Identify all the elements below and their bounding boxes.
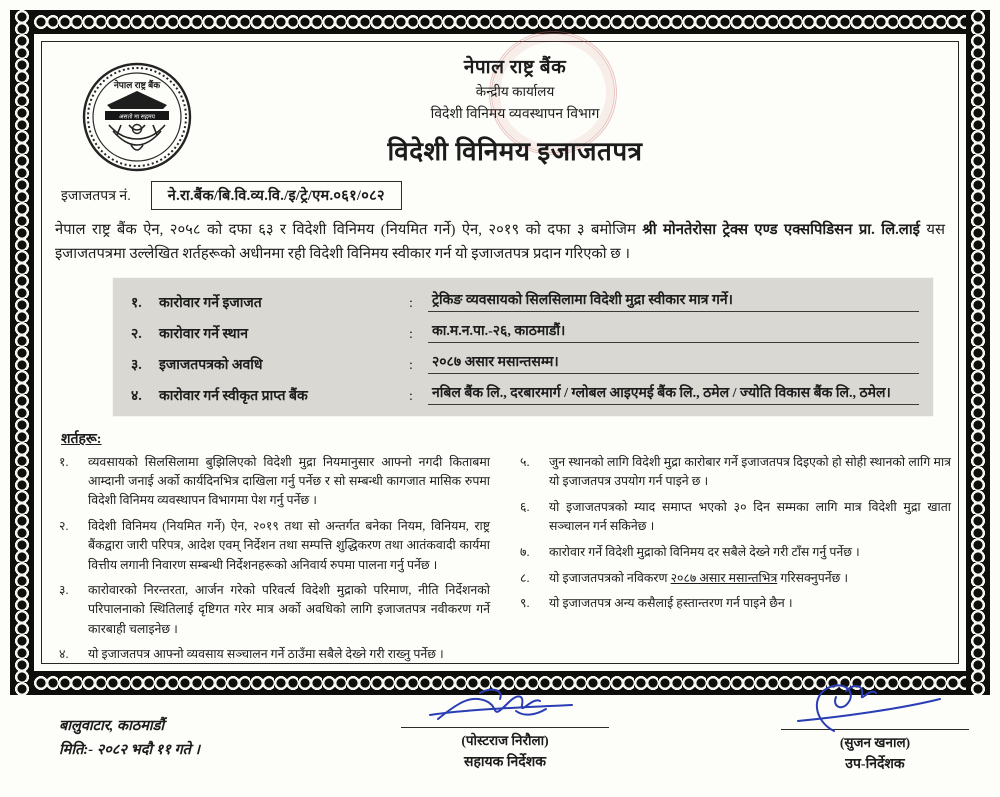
term-text: जुन स्थानको लागि विदेशी मुद्रा कारोबार गर्ने इजाजतपत्र दिइएको हो सोही स्थानको लागि मात्र यो इजाजतपत्र उपयोग गर्न पाइने छ । xyxy=(549,454,951,489)
term-item xyxy=(506,498,951,536)
term-text: यो इजाजतपत्र अन्य कसैलाई हस्तान्तरण गर्न पाइने छैन । xyxy=(549,596,793,611)
row-separator: : xyxy=(409,327,413,343)
signature-block-deputy-director xyxy=(775,677,975,773)
svg-text:नेपाल राष्ट्र बैंक: नेपाल राष्ट्र बैंक xyxy=(113,80,161,90)
terms-heading: शर्तहरू: xyxy=(61,431,102,447)
term-number: ३. xyxy=(59,583,69,598)
license-number-label: इजाजतपत्र नं. xyxy=(61,189,131,204)
term-item xyxy=(506,594,951,613)
term-number: ४. xyxy=(59,647,69,662)
central-office-line: केन्द्रीय कार्यालय xyxy=(475,84,555,99)
row-value: का.म.न.पा.-२६, काठमाडौं। xyxy=(428,321,919,343)
term-number: ६. xyxy=(520,499,530,514)
row-number: २. xyxy=(131,327,142,343)
row-separator: : xyxy=(409,296,413,312)
border-ornament-top xyxy=(10,10,990,34)
row-value: २०८७ असार मसान्तसम्म। xyxy=(428,352,919,374)
row-label: कारोवार गर्ने स्थान xyxy=(159,327,249,343)
document-footer xyxy=(43,697,957,797)
row-label: इजाजतपत्रको अवधि xyxy=(159,358,263,374)
row-value: ट्रेकिङ व्यवसायको सिलसिलामा विदेशी मुद्रा स्वीकार मात्र गर्ने। xyxy=(428,290,919,312)
issue-place: बालुवाटार, काठमाडौं xyxy=(59,718,165,735)
term-text: विदेशी विनिमय (नियमित गर्ने) ऐन, २०१९ तथा सो अन्तर्गत बनेका नियम, विनियम, राष्ट्र बैंकद्वारा जारी परिपत्र, आदेश एवम् निर्देशन तथा सम्पत्ति शुद्धिकरण तथा आतंकवादी कार्यमा वित्तीय लगानी निवारण सम्बन्धी निर्देशनहरूको अनिवार्य रुपमा पालना गर्नु पर्नेछ । xyxy=(88,519,490,572)
term-text: कारोवारको निरन्तरता, आर्जन गरेको परिवर्त्य विदेशी मुद्राको परिमाण, नीति निर्देशनको परिपालनाको स्थितिलाई दृष्टिगत गरेर मात्र अर्को अवधिको लागि इजाजतपत्र नवीकरण गर्ने कारबाही चलाइनेछ । xyxy=(88,583,490,636)
term-number: ७. xyxy=(520,544,530,559)
grant-paragraph-post: यस इजाजतपत्रमा उल्लेखित शर्तहरूको अधीनमा रही विदेशी विनिमय स्वीकार गर्न यो इजाजतपत्र प्रदान गरिएको छ । xyxy=(55,222,945,262)
term-item xyxy=(45,645,490,664)
department-line: विदेशी विनिमय व्यवस्थापन विभाग xyxy=(430,107,600,122)
term-text: कारोवार गर्ने विदेशी मुद्राको विनिमय दर सबैले देख्ने गरी टाँस गर्नु पर्नेछ । xyxy=(549,544,860,559)
term-text: यो इजाजतपत्रको म्याद समाप्त भएको ३० दिन सम्मका लागि मात्र विदेशी मुद्रा खाता सञ्चालन गर्न सकिनेछ । xyxy=(549,499,951,534)
bank-name: नेपाल राष्ट्र बैंक xyxy=(463,57,567,78)
term-number: १. xyxy=(59,454,69,469)
row-label: कारोवार गर्न स्वीकृत प्राप्त बैंक xyxy=(159,389,308,405)
table-row xyxy=(113,379,933,410)
row-separator: : xyxy=(409,358,413,374)
table-row xyxy=(113,317,933,348)
svg-text:असतो मा सद्गमय: असतो मा सद्गमय xyxy=(118,114,156,121)
signature-line xyxy=(781,729,969,730)
terms-column-left xyxy=(45,453,490,671)
terms-column-right xyxy=(506,453,951,671)
signatory-name: (सुजन खनाल) xyxy=(839,735,911,751)
term-number: ९. xyxy=(520,596,530,611)
page-title: विदेशी विनिमय इजाजतपत्र xyxy=(387,137,643,166)
term-item xyxy=(506,569,951,588)
row-label: कारोवार गर्ने इजाजत xyxy=(159,296,262,312)
grant-paragraph xyxy=(55,219,945,267)
signatory-title: उप-निर्देशक xyxy=(845,757,905,773)
border-ornament-left xyxy=(10,10,34,695)
license-details-table xyxy=(113,278,933,416)
grant-paragraph-pre: नेपाल राष्ट्र बैंक ऐन, २०५८ को दफा ६३ र विदेशी विनिमय (नियमित गर्ने) ऐन, २०१९ को दफा ३ बमोजिम xyxy=(55,222,643,238)
term-text: यो इजाजतपत्र आफ्नो व्यवसाय सञ्चालन गर्ने ठाउँमा सबैले देख्ने गरी राख्नु पर्नेछ । xyxy=(88,647,444,662)
row-number: १. xyxy=(131,296,142,312)
row-number: ४. xyxy=(131,389,142,405)
term-item xyxy=(45,517,490,575)
table-row xyxy=(113,286,933,317)
terms-section xyxy=(45,453,951,671)
document-header xyxy=(73,53,957,168)
signatory-title: सहायक निर्देशक xyxy=(464,755,546,771)
term-number: ८. xyxy=(520,570,530,585)
signature-block-assistant-director xyxy=(395,681,615,771)
place-and-date xyxy=(59,715,200,763)
term-item xyxy=(45,453,490,511)
term-number: ५. xyxy=(520,454,530,469)
signatory-name: (पोस्टराज निरौला) xyxy=(461,733,549,749)
license-number-value: ने.रा.बैंक/बि.वि.व्य.वि./इ/ट्रे/एम.०६१/०८२ xyxy=(151,181,402,210)
signature-line xyxy=(401,727,609,728)
row-separator: : xyxy=(409,389,413,405)
row-value: नबिल बैंक लि., दरबारमार्ग / ग्लोबल आइएमई बैंक लि., ठमेल / ज्योति विकास बैंक लि., ठमेल। xyxy=(428,383,919,405)
term-text: यो इजाजतपत्रको नविकरण २०८७ असार मसान्तभित्र गरिसक्नुपर्नेछ । xyxy=(549,570,849,585)
term-item xyxy=(506,543,951,562)
signature-ink-icon xyxy=(790,677,960,735)
issue-date: मिति:- २०८२ भदौ ११ गते । xyxy=(59,742,201,759)
border-ornament-right xyxy=(966,10,990,695)
term-number: २. xyxy=(59,519,69,534)
term-item xyxy=(506,453,951,491)
table-row xyxy=(113,348,933,379)
row-number: ३. xyxy=(131,358,142,374)
term-text: व्यवसायको सिलसिलामा बुझिलिएको विदेशी मुद्रा नियमानुसार आफ्नो नगदी किताबमा आम्दानी जनाई अर्को कार्यदिनभित्र दाखिला गर्नु पर्नेछ र सो सम्बन्धी कागजात मासिक रुपमा विदेशी विनिमय व्यवस्थापन विभागमा पेश गर्नु पर्नेछ । xyxy=(88,454,490,508)
signature-ink-icon xyxy=(420,681,590,733)
licensee-company-name: श्री मोनतेरोसा ट्रेक्स एण्ड एक्सपिडिसन प्रा. लि.लाई xyxy=(642,222,920,238)
term-item xyxy=(45,581,490,639)
